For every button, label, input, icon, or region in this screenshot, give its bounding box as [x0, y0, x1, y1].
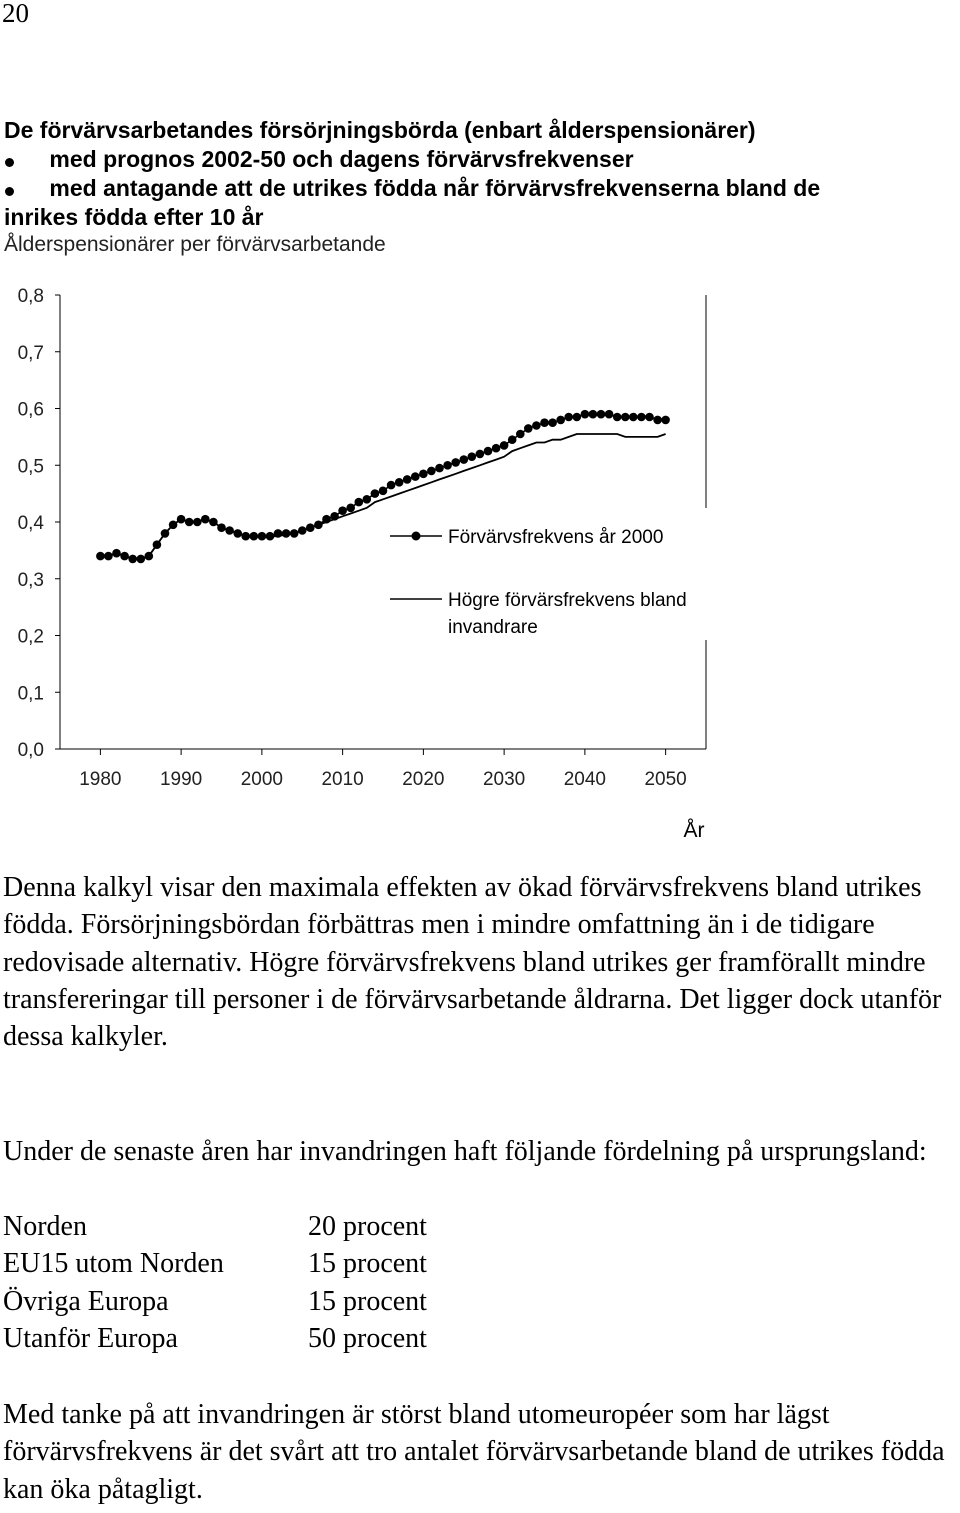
- x-tick-label: 2050: [644, 769, 687, 790]
- list-item: [3, 1208, 427, 1246]
- y-tick-label: 0,3: [17, 569, 44, 591]
- data-point: [621, 413, 630, 422]
- y-tick-label: 0,4: [17, 513, 44, 534]
- data-point: [661, 416, 670, 425]
- region-label: Övriga Europa: [3, 1285, 169, 1317]
- paragraph-3: Med tanke på att invandringen är störst bland utomeuropéer som har lägst förvärvsfrekvens är det svårt att tro antalet förvärvsarbetande bland de utrikes födda kan öka påtagligt.: [3, 1399, 945, 1505]
- data-point: [363, 495, 372, 504]
- data-point: [355, 498, 364, 507]
- data-point: [371, 489, 380, 498]
- data-point: [548, 418, 557, 427]
- x-tick-label: 1980: [79, 769, 122, 790]
- data-point: [573, 413, 582, 422]
- origin-distribution-list: [3, 1208, 427, 1358]
- data-point: [524, 424, 533, 433]
- x-tick-label: 2030: [482, 769, 526, 790]
- data-point: [468, 452, 477, 461]
- legend-label-series-2: Högre förvärsfrekvens bland invandrare: [448, 590, 687, 638]
- data-point: [484, 447, 493, 456]
- data-point: [476, 450, 485, 459]
- region-share: 50 procent: [308, 1323, 427, 1355]
- x-tick-label: 2000: [240, 769, 284, 790]
- data-point: [419, 470, 428, 479]
- data-point: [556, 416, 565, 425]
- bullet-item: [4, 174, 954, 203]
- bullet-item: [4, 145, 954, 174]
- data-point: [411, 472, 420, 481]
- x-tick-label: 1990: [159, 769, 203, 790]
- paragraph-1: Denna kalkyl visar den maximala effekten av ökad förvärvsfrekvens bland utrikes födda. Försörjningsbördan förbättras men i mindre omfattning än i de tidigare redovisade alternativ. Högre förvärvsfrekvens bland utrikes ger framförallt mindre transfereringar till personer i de förvärvsarbetande åldrarna. Det ligger dock utanför dessa kalkyler.: [3, 872, 942, 1053]
- data-point: [492, 444, 501, 453]
- chart-subtitle: Ålderspensionärer per förvärvsarbetande: [4, 233, 386, 256]
- y-tick-label: 0,1: [17, 683, 44, 705]
- data-point: [597, 410, 606, 419]
- x-tick-label: 2020: [402, 769, 445, 790]
- bullet-text: med prognos 2002-50 och dagens förvärvsfrekvenser: [49, 146, 634, 172]
- data-point: [532, 421, 541, 430]
- data-point: [460, 455, 469, 464]
- page-number: 20: [2, 0, 29, 28]
- data-point: [653, 416, 662, 425]
- data-point: [427, 467, 436, 476]
- bullet-text: med antagande att de utrikes födda når förvärvsfrekvenserna bland de: [49, 175, 821, 201]
- data-point: [395, 478, 404, 487]
- data-point: [589, 410, 598, 419]
- y-tick-label: 0,6: [17, 399, 44, 421]
- y-tick-label: 0,8: [17, 286, 44, 307]
- legend-swatch-marker: [412, 532, 421, 541]
- data-point: [403, 475, 412, 484]
- data-point: [605, 410, 614, 419]
- data-point: [435, 464, 444, 473]
- chart-legend: [380, 508, 710, 640]
- data-point: [613, 413, 622, 422]
- list-item: [3, 1246, 427, 1284]
- y-tick-label: 0,0: [17, 740, 44, 761]
- data-point: [338, 506, 347, 515]
- data-point: [500, 441, 509, 450]
- region-share: 20 procent: [308, 1210, 427, 1242]
- bullet-continuation: inrikes födda efter 10 år: [4, 204, 264, 230]
- data-point: [629, 413, 638, 422]
- region-share: 15 procent: [308, 1285, 427, 1317]
- data-point: [508, 435, 517, 444]
- y-tick-label: 0,5: [17, 456, 44, 478]
- list-item: [3, 1321, 427, 1359]
- data-point: [443, 461, 452, 470]
- data-point: [346, 504, 355, 513]
- bullet-icon: [5, 187, 14, 196]
- line-chart: [0, 275, 960, 855]
- x-tick-label: 2040: [563, 769, 607, 790]
- y-tick-label: 0,2: [17, 626, 44, 648]
- data-point: [387, 481, 396, 490]
- data-point: [540, 418, 549, 427]
- data-point: [581, 410, 590, 419]
- x-axis-title: År: [683, 819, 705, 842]
- x-tick-label: 2010: [321, 769, 364, 790]
- y-tick-label: 0,7: [17, 342, 44, 364]
- paragraph-2: Under de senaste åren har invandringen haft följande fördelning på ursprungsland:: [3, 1136, 927, 1167]
- legend-label-series-1: Förvärvsfrekvens år 2000: [448, 527, 664, 548]
- data-point: [516, 430, 525, 439]
- region-share: 15 procent: [308, 1248, 427, 1280]
- list-item: [3, 1283, 427, 1321]
- figure-title: De förvärvsarbetandes försörjningsbörda (enbart ålderspensionärer): [4, 117, 756, 143]
- data-point: [645, 413, 654, 422]
- data-point: [564, 413, 573, 422]
- data-point: [637, 413, 646, 422]
- figure-heading: [4, 116, 954, 232]
- region-label: EU15 utom Norden: [3, 1248, 224, 1280]
- region-label: Norden: [3, 1210, 87, 1242]
- data-point: [451, 458, 460, 467]
- data-point: [379, 487, 388, 496]
- bullet-icon: [5, 158, 14, 167]
- region-label: Utanför Europa: [3, 1323, 178, 1355]
